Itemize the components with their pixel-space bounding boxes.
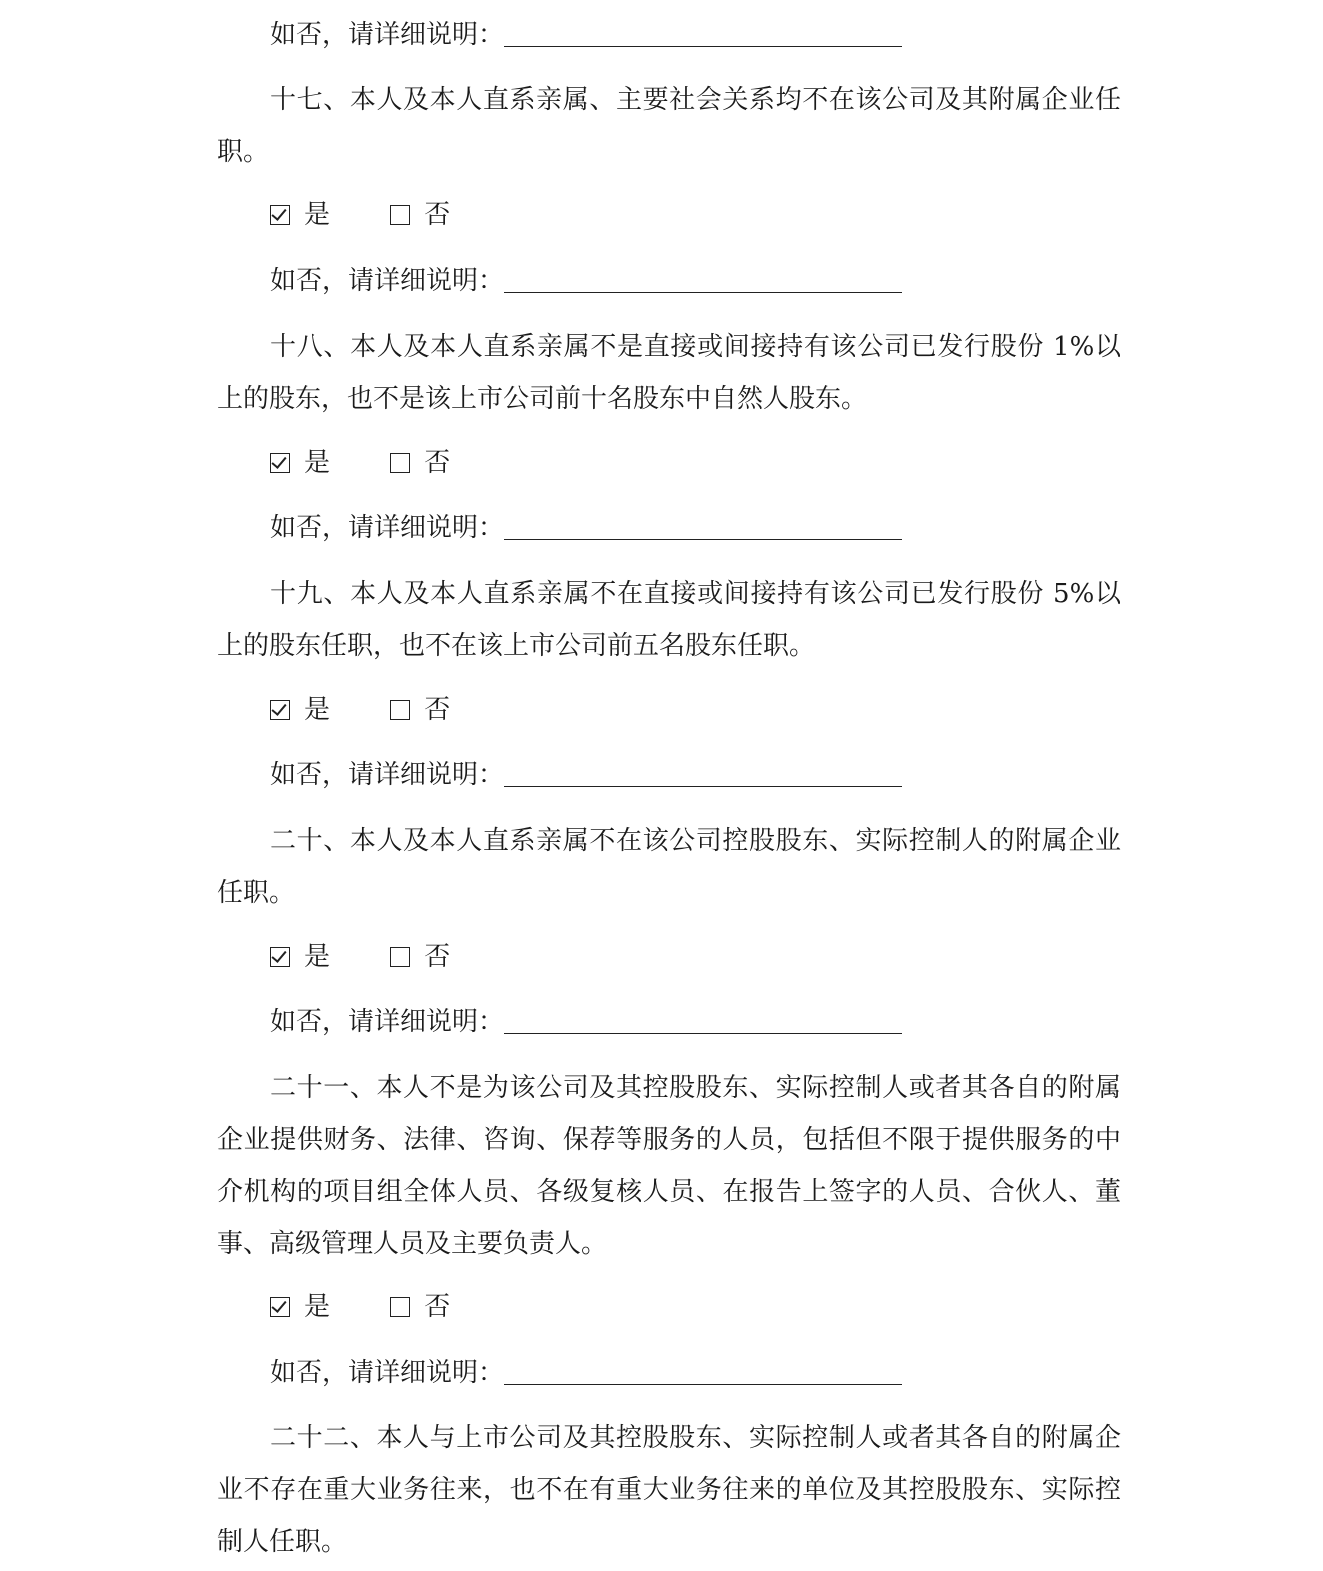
yes-label: 是: [304, 695, 331, 725]
yes-option[interactable]: [270, 940, 330, 974]
explain-label: 如否，请详细说明：: [270, 20, 505, 50]
yes-label: 是: [304, 448, 331, 478]
no-label: 否: [424, 1292, 451, 1322]
yes-option[interactable]: [270, 693, 330, 727]
explain-blank[interactable]: [504, 1358, 902, 1385]
explain-line-18: [270, 511, 902, 545]
item-20-choices: [270, 940, 450, 974]
no-option[interactable]: [390, 693, 450, 727]
explain-line-21: [270, 1356, 902, 1390]
no-label: 否: [424, 200, 451, 230]
yes-label: 是: [304, 200, 331, 230]
explain-line-17: [270, 264, 902, 298]
yes-option[interactable]: [270, 446, 330, 480]
explain-label: 如否，请详细说明：: [270, 1358, 505, 1388]
no-label: 否: [424, 942, 451, 972]
no-option[interactable]: [390, 940, 450, 974]
explain-blank[interactable]: [504, 266, 902, 293]
explain-label: 如否，请详细说明：: [270, 1007, 505, 1037]
no-label: 否: [424, 448, 451, 478]
empty-box-icon[interactable]: [390, 947, 410, 967]
no-option[interactable]: [390, 446, 450, 480]
item-20-text: 二十、本人及本人直系亲属不在该公司控股股东、实际控制人的附属企业任职。: [217, 826, 1121, 908]
yes-label: 是: [304, 1292, 331, 1322]
empty-box-icon[interactable]: [390, 1297, 410, 1317]
checked-box-icon[interactable]: [270, 947, 290, 967]
item-21-choices: [270, 1290, 450, 1324]
yes-option[interactable]: [270, 198, 330, 232]
explain-line-19: [270, 758, 902, 792]
checked-box-icon[interactable]: [270, 453, 290, 473]
explain-label: 如否，请详细说明：: [270, 513, 505, 543]
empty-box-icon[interactable]: [390, 205, 410, 225]
item-17-text: 十七、本人及本人直系亲属、主要社会关系均不在该公司及其附属企业任职。: [217, 85, 1121, 167]
yes-label: 是: [304, 942, 331, 972]
item-17-choices: [270, 198, 450, 232]
explain-line-top: [270, 18, 902, 52]
explain-blank[interactable]: [504, 1007, 902, 1034]
no-option[interactable]: [390, 1290, 450, 1324]
explain-blank[interactable]: [504, 20, 902, 47]
explain-label: 如否，请详细说明：: [270, 266, 505, 296]
explain-label: 如否，请详细说明：: [270, 760, 505, 790]
item-21-text: 二十一、本人不是为该公司及其控股股东、实际控制人或者其各自的附属企业提供财务、法律、咨询、保荐等服务的人员，包括但不限于提供服务的中介机构的项目组全体人员、各级复核人员、在报告上签字的人员、合伙人、董事、高级管理人员及主要负责人。: [217, 1073, 1121, 1259]
item-22-text: 二十二、本人与上市公司及其控股股东、实际控制人或者其各自的附属企业不存在重大业务往来，也不在有重大业务往来的单位及其控股股东、实际控制人任职。: [217, 1423, 1121, 1557]
yes-option[interactable]: [270, 1290, 330, 1324]
explain-blank[interactable]: [504, 760, 902, 787]
item-18-text: 十八、本人及本人直系亲属不是直接或间接持有该公司已发行股份 1%以上的股东，也不是该上市公司前十名股东中自然人股东。: [217, 332, 1121, 414]
no-option[interactable]: [390, 198, 450, 232]
item-18-choices: [270, 446, 450, 480]
no-label: 否: [424, 695, 451, 725]
checked-box-icon[interactable]: [270, 1297, 290, 1317]
checked-box-icon[interactable]: [270, 205, 290, 225]
explain-blank[interactable]: [504, 513, 902, 540]
empty-box-icon[interactable]: [390, 453, 410, 473]
item-19-choices: [270, 693, 450, 727]
empty-box-icon[interactable]: [390, 700, 410, 720]
item-19-text: 十九、本人及本人直系亲属不在直接或间接持有该公司已发行股份 5%以上的股东任职，也不在该上市公司前五名股东任职。: [217, 579, 1121, 661]
explain-line-20: [270, 1005, 902, 1039]
checked-box-icon[interactable]: [270, 700, 290, 720]
